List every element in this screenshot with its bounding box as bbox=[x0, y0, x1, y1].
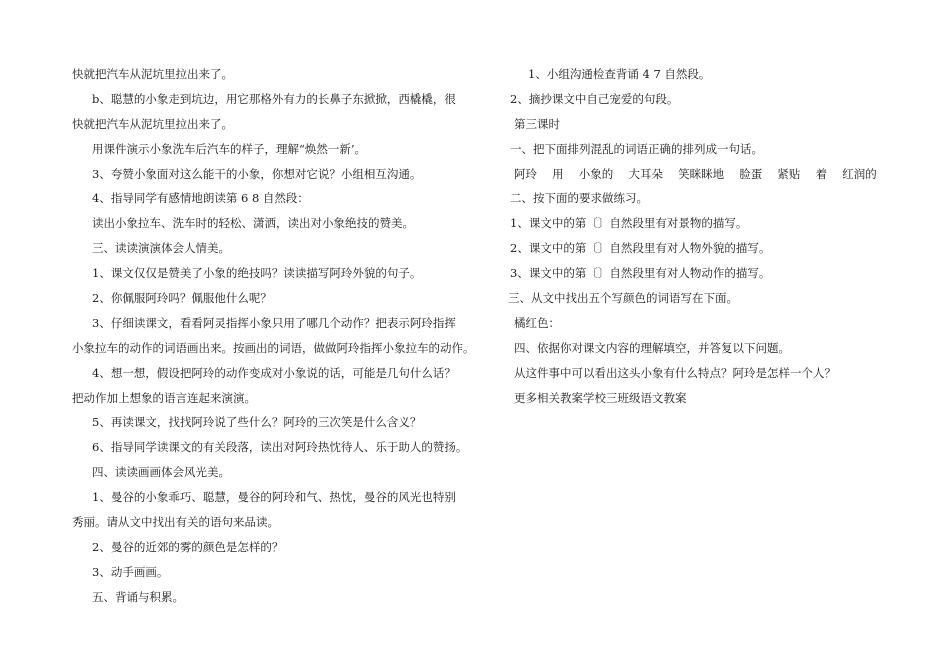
left-column bbox=[72, 62, 475, 610]
paragraph-line: 3、仔细读课文，看看阿灵指挥小象只用了哪几个动作？把表示阿玲指挥 bbox=[92, 315, 456, 330]
paragraph-line: 读出小象拉车、洗车时的轻松、潇洒，读出对小象绝技的赞美。 bbox=[92, 216, 414, 231]
paragraph-line: 2、曼谷的近郊的雾的颜色是怎样的？ bbox=[92, 539, 284, 554]
paragraph-line: 1、课文仅仅是赞美了小象的绝技吗？读读描写阿玲外貌的句子。 bbox=[92, 266, 422, 281]
paragraph-line: b、聪慧的小象走到坑边，用它那格外有力的长鼻子东掀掀，西橇橇，很 bbox=[92, 91, 456, 106]
paragraph-line: 4、想一想，假设把阿玲的动作变成对小象说的话，可能是几句什么话？ bbox=[92, 365, 456, 380]
right-column bbox=[508, 62, 928, 410]
paragraph-line: 2、课文中的第〔〕自然段里有对人物外貌的描写。 bbox=[510, 241, 771, 256]
footer-link-text: 更多相关教案学校三班级语文教案 bbox=[514, 390, 687, 405]
section-heading: 五、背诵与积累。 bbox=[92, 589, 184, 604]
section-heading: 四、依据你对课文内容的理解填空，并答复以下问题。 bbox=[514, 340, 790, 355]
section-heading: 三、读读演演体会人情美。 bbox=[92, 241, 230, 256]
section-heading: 二、按下面的要求做练习。 bbox=[510, 191, 648, 206]
section-heading: 一、把下面排列混乱的词语正确的排列成一句话。 bbox=[510, 141, 763, 156]
paragraph-line: 3、动手画画。 bbox=[92, 564, 169, 579]
section-heading: 四、读读画画体会风光美。 bbox=[92, 465, 230, 480]
paragraph-line: 1、课文中的第〔〕自然段里有对景物的描写。 bbox=[510, 216, 748, 231]
paragraph-line: 把动作加上想象的语言连起来演演。 bbox=[72, 390, 256, 405]
paragraph-line: 从这件事中可以看出这头小象有什么特点？阿玲是怎样一个人？ bbox=[514, 365, 836, 380]
paragraph-line: 小象拉车的动作的词语画出来。按画出的词语，做做阿玲指挥小象拉车的动作。 bbox=[72, 340, 475, 355]
paragraph-line: 5、再读课文，找找阿玲说了些什么？阿玲的三次笑是什么含义？ bbox=[92, 415, 422, 430]
section-heading: 三、从文中找出五个写颜色的词语写在下面。 bbox=[508, 291, 738, 306]
paragraph-line: 用课件演示小象洗车后汽车的样子，理解“焕然一新’。 bbox=[92, 141, 367, 156]
paragraph-line: 秀丽。请从文中找出有关的语句来品读。 bbox=[72, 515, 279, 530]
paragraph-line: 4、指导同学有感情地朗读第 6 8 自然段： bbox=[92, 191, 309, 206]
paragraph-line: 1、小组沟通检查背诵 4 7 自然段。 bbox=[528, 67, 711, 81]
section-heading: 第三课时 bbox=[514, 116, 560, 131]
word-list: 阿玲 用 小象的 大耳朵 笑眯眯地 脸蛋 紧贴 着 红润的 bbox=[514, 166, 877, 181]
paragraph-line: 快就把汽车从泥坑里拉出来了。 bbox=[72, 116, 233, 131]
paragraph-line: 3、夸赞小象面对这么能干的小象，你想对它说？小组相互沟通。 bbox=[92, 166, 422, 181]
paragraph-line: 橘红色： bbox=[514, 315, 560, 330]
paragraph-line: 1、曼谷的小象乖巧、聪慧，曼谷的阿玲和气、热忱，曼谷的风光也特别 bbox=[92, 490, 456, 505]
paragraph-line: 3、课文中的第〔〕自然段里有对人物动作的描写。 bbox=[510, 266, 771, 281]
paragraph-line: 6、指导同学读课文的有关段落，读出对阿玲热忱待人、乐于助人的赞扬。 bbox=[92, 440, 468, 455]
paragraph-line: 2、你佩服阿玲吗？佩服他什么呢？ bbox=[92, 291, 272, 306]
paragraph-line: 快就把汽车从泥坑里拉出来了。 bbox=[72, 67, 233, 81]
paragraph-line: 2、摘抄课文中自己宠爱的句段。 bbox=[510, 91, 679, 106]
